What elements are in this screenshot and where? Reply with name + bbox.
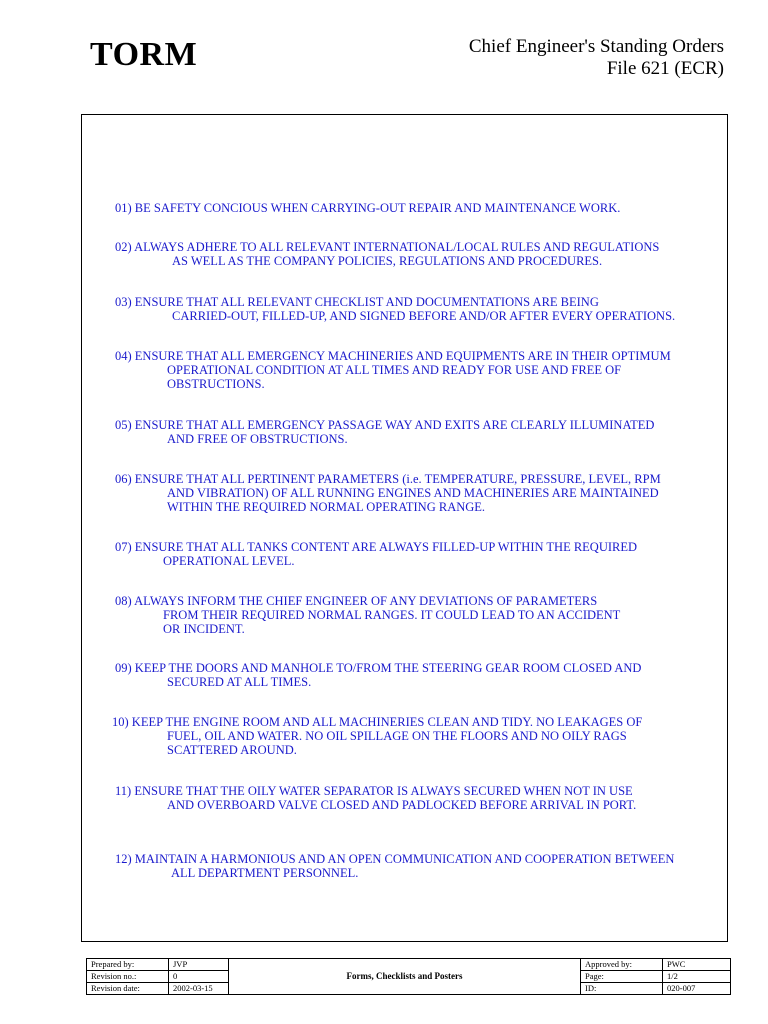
order-line-first: 11) ENSURE THAT THE OILY WATER SEPARATOR IS ALWAYS SECURED WHEN NOT IN USE [115,784,633,798]
standing-order-item [115,472,661,514]
order-line-first: 08) ALWAYS INFORM THE CHIEF ENGINEER OF ANY DEVIATIONS OF PARAMETERS [115,594,598,608]
document-file-number: File 621 (ECR) [606,58,724,79]
order-line-continuation: SCATTERED AROUND. [167,743,297,757]
order-line-first: 10) KEEP THE ENGINE ROOM AND ALL MACHINERIES CLEAN AND TIDY. NO LEAKAGES OF [112,715,643,729]
document-header [469,36,724,80]
standing-order-item [115,784,636,812]
order-line-continuation: SECURED AT ALL TIMES. [167,675,312,689]
order-line-first: 06) ENSURE THAT ALL PERTINENT PARAMETERS (i.e. TEMPERATURE, PRESSURE, LEVEL, RPM [115,472,661,486]
document-footer [86,958,731,995]
approved-by-label: Approved by: [581,959,663,971]
revision-date-label: Revision date: [87,983,169,995]
order-line-continuation: WITHIN THE REQUIRED NORMAL OPERATING RANGE. [167,500,486,514]
order-line-first: 12) MAINTAIN A HARMONIOUS AND AN OPEN COMMUNICATION AND COOPERATION BETWEEN [115,852,675,866]
order-line-continuation: ALL DEPARTMENT PERSONNEL. [171,866,359,880]
standing-order-item [115,201,620,215]
revision-date-value: 2002-03-15 [169,983,229,995]
document-title: Chief Engineer's Standing Orders [468,36,724,57]
standing-order-item [115,852,674,880]
order-line-first: 05) ENSURE THAT ALL EMERGENCY PASSAGE WAY AND EXITS ARE CLEARLY ILLUMINATED [115,418,655,432]
order-line-continuation: FUEL, OIL AND WATER. NO OIL SPILLAGE ON THE FLOORS AND NO OILY RAGS [167,729,627,743]
order-line-continuation: OBSTRUCTIONS. [167,377,265,391]
prepared-by-label: Prepared by: [87,959,169,971]
order-line-first: 07) ENSURE THAT ALL TANKS CONTENT ARE ALWAYS FILLED-UP WITHIN THE REQUIRED [115,540,638,554]
order-line-first: 04) ENSURE THAT ALL EMERGENCY MACHINERIES AND EQUIPMENTS ARE IN THEIR OPTIMUM [115,349,671,363]
prepared-by-value: JVP [169,959,229,971]
standing-order-item [115,349,671,391]
standing-order-item [115,418,654,446]
standing-order-item [112,715,642,757]
order-line-continuation: AS WELL AS THE COMPANY POLICIES, REGULATIONS AND PROCEDURES. [172,254,603,268]
company-logo: TORM [90,36,198,73]
revision-no-value: 0 [169,971,229,983]
order-line-continuation: AND VIBRATION) OF ALL RUNNING ENGINES AND MACHINERIES ARE MAINTAINED [167,486,659,500]
order-line-first: 03) ENSURE THAT ALL RELEVANT CHECKLIST AND DOCUMENTATIONS ARE BEING [115,295,599,309]
page-value: 1/2 [663,971,731,983]
footer-category: Forms, Checklists and Posters [229,959,581,995]
page-label: Page: [581,971,663,983]
order-line-continuation: AND OVERBOARD VALVE CLOSED AND PADLOCKED BEFORE ARRIVAL IN PORT. [167,798,637,812]
approved-by-value: PWC [663,959,731,971]
standing-order-item [115,295,675,323]
order-line-continuation: OPERATIONAL CONDITION AT ALL TIMES AND READY FOR USE AND FREE OF [167,363,622,377]
revision-no-label: Revision no.: [87,971,169,983]
id-label: ID: [581,983,663,995]
standing-order-item [115,540,637,568]
orders-frame [81,114,728,942]
order-line-continuation: OPERATIONAL LEVEL. [163,554,295,568]
order-line-continuation: CARRIED-OUT, FILLED-UP, AND SIGNED BEFORE AND/OR AFTER EVERY OPERATIONS. [172,309,676,323]
order-line-first: 02) ALWAYS ADHERE TO ALL RELEVANT INTERNATIONAL/LOCAL RULES AND REGULATIONS [115,240,660,254]
standing-order-item [115,240,659,268]
order-line-continuation: AND FREE OF OBSTRUCTIONS. [167,432,348,446]
order-line-continuation: FROM THEIR REQUIRED NORMAL RANGES. IT COULD LEAD TO AN ACCIDENT [163,608,621,622]
order-line-first: 01) BE SAFETY CONCIOUS WHEN CARRYING-OUT REPAIR AND MAINTENANCE WORK. [115,201,621,215]
order-line-first: 09) KEEP THE DOORS AND MANHOLE TO/FROM THE STEERING GEAR ROOM CLOSED AND [115,661,642,675]
order-line-continuation: OR INCIDENT. [163,622,245,636]
standing-order-item [115,661,641,689]
id-value: 020-007 [663,983,731,995]
standing-order-item [115,594,620,636]
